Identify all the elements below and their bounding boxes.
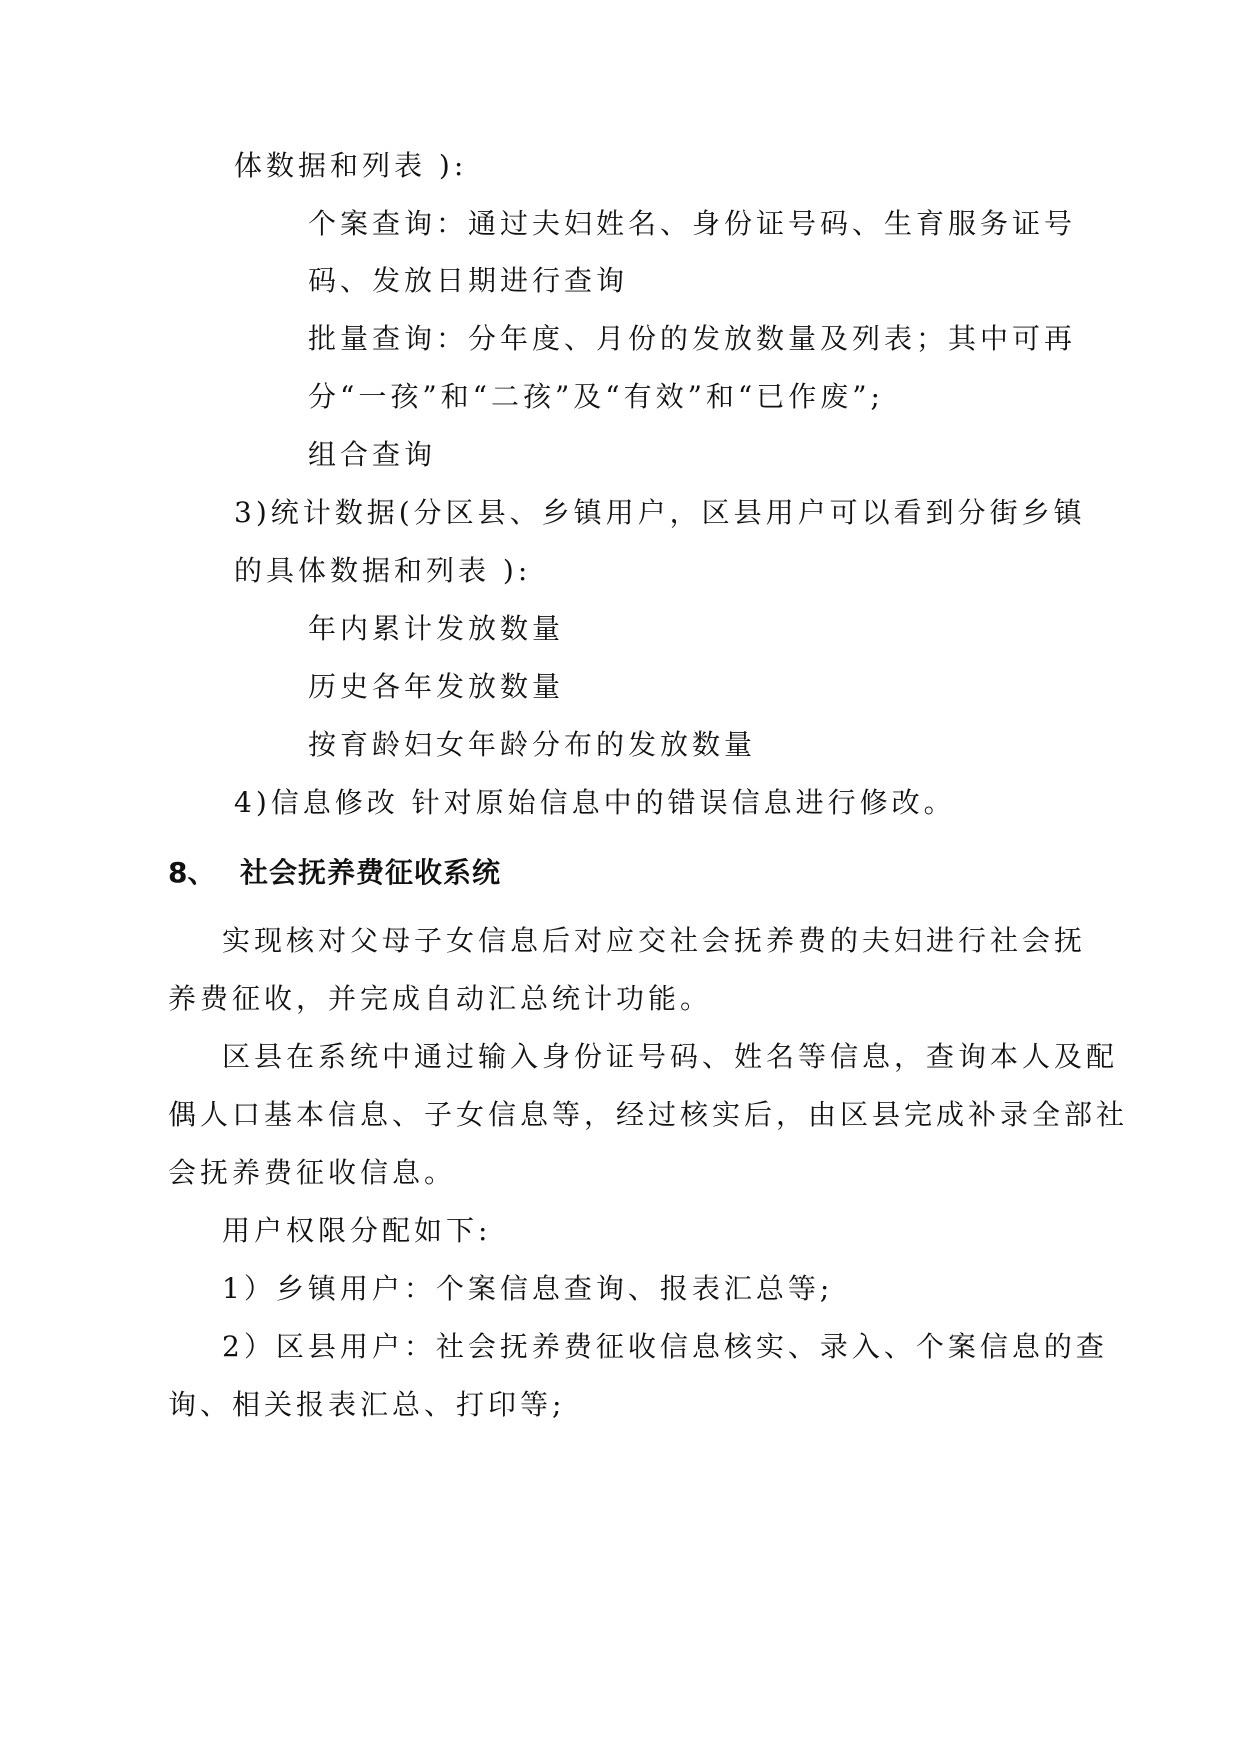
text-line: 养费征收，并完成自动汇总统计功能。 [168, 982, 713, 1015]
text-line: 个案查询：通过夫妇姓名、身份证号码、生育服务证号 [308, 207, 1077, 240]
text-line: 历史各年发放数量 [308, 670, 565, 703]
text-line: 按育龄妇女年龄分布的发放数量 [308, 728, 757, 761]
text-line: 实现核对父母子女信息后对应交社会抚养费的夫妇进行社会抚 [222, 924, 1087, 957]
text-line: 的具体数据和列表 ): [234, 554, 532, 587]
section-title: 社会抚养费征收系统 [240, 856, 502, 889]
section-number: 8、 [168, 856, 216, 889]
section-heading [168, 853, 568, 893]
text-line: 询、相关报表汇总、打印等; [168, 1388, 566, 1421]
text-line: 码、发放日期进行查询 [308, 264, 629, 297]
text-line: 年内累计发放数量 [308, 612, 565, 645]
text-line: 3)统计数据(分区县、乡镇用户，区县用户可以看到分街乡镇 [234, 496, 1086, 529]
text-line: 会抚养费征收信息。 [168, 1156, 457, 1189]
text-line: 体数据和列表 ): [234, 149, 468, 182]
text-line: 分“一孩”和“二孩”及“有效”和“已作废”; [308, 380, 884, 413]
text-line: 用户权限分配如下: [222, 1214, 492, 1247]
text-line: 4)信息修改 针对原始信息中的错误信息进行修改。 [234, 786, 956, 819]
text-line: 批量查询：分年度、月份的发放数量及列表；其中可再 [308, 322, 1077, 355]
text-line: 组合查询 [308, 438, 437, 471]
text-line: 1）乡镇用户：个案信息查询、报表汇总等; [222, 1272, 834, 1305]
text-line: 2）区县用户：社会抚养费征收信息核实、录入、个案信息的查 [222, 1330, 1108, 1363]
text-line: 区县在系统中通过输入身份证号码、姓名等信息，查询本人及配 [222, 1040, 1119, 1073]
text-line: 偶人口基本信息、子女信息等，经过核实后，由区县完成补录全部社 [168, 1098, 1129, 1131]
